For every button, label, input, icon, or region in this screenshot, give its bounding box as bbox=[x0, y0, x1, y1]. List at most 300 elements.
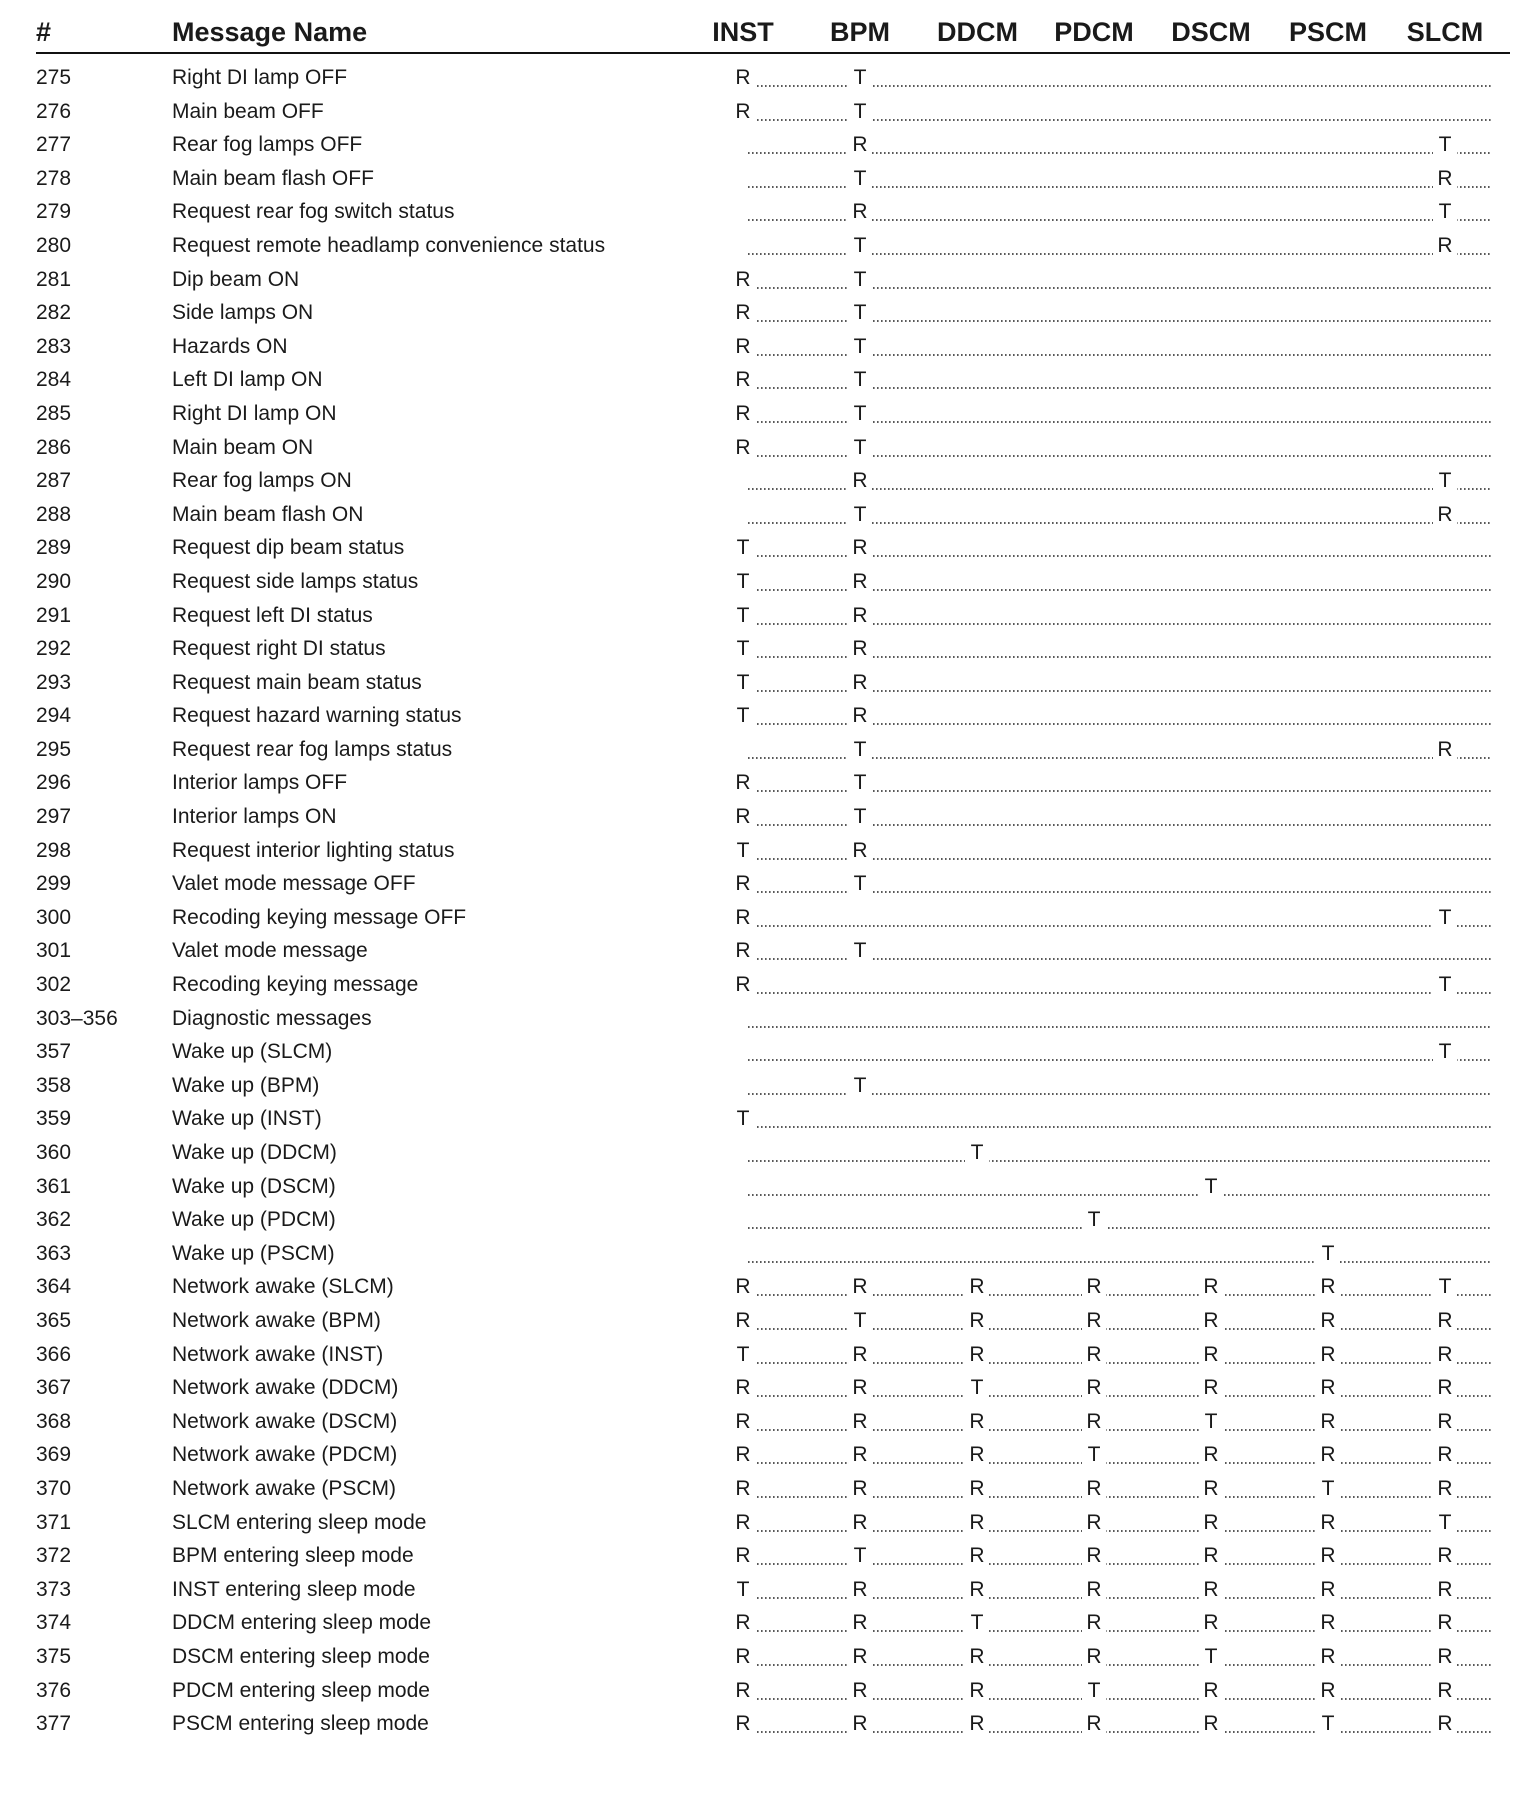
cell-bpm: R bbox=[848, 1443, 872, 1467]
table-row bbox=[36, 530, 1510, 564]
message-number: 278 bbox=[36, 166, 72, 190]
message-number: 276 bbox=[36, 99, 72, 123]
cell-pscm: R bbox=[1316, 1578, 1340, 1602]
cell-bpm: R bbox=[848, 604, 872, 628]
message-name: Wake up (DSCM) bbox=[172, 1174, 336, 1198]
message-name: Interior lamps ON bbox=[172, 805, 337, 829]
cell-ddcm: R bbox=[965, 1578, 989, 1602]
cell-dscm: R bbox=[1199, 1578, 1223, 1602]
table-row bbox=[36, 262, 1510, 296]
cell-ddcm: R bbox=[965, 1275, 989, 1299]
table-row bbox=[36, 1605, 1510, 1639]
table-row bbox=[36, 631, 1510, 665]
table-row bbox=[36, 1303, 1510, 1337]
table-row bbox=[36, 732, 1510, 766]
cell-bpm: T bbox=[848, 301, 872, 325]
cell-slcm: T bbox=[1433, 1511, 1457, 1535]
cell-inst: R bbox=[731, 402, 755, 426]
cell-slcm: R bbox=[1433, 1712, 1457, 1736]
message-name: Request main beam status bbox=[172, 670, 422, 694]
table-row bbox=[36, 967, 1510, 1001]
cell-bpm: R bbox=[848, 704, 872, 728]
table-row bbox=[36, 1538, 1510, 1572]
message-number: 281 bbox=[36, 267, 72, 291]
message-number: 359 bbox=[36, 1107, 72, 1131]
dotted-leader bbox=[36, 933, 1510, 967]
table-row bbox=[36, 228, 1510, 262]
message-name: Valet mode message OFF bbox=[172, 872, 416, 896]
message-table bbox=[36, 60, 1510, 1740]
cell-bpm: T bbox=[848, 1544, 872, 1568]
dotted-leader bbox=[36, 900, 1510, 934]
cell-bpm: R bbox=[848, 671, 872, 695]
message-name: Request rear fog lamps status bbox=[172, 737, 453, 761]
cell-ddcm: R bbox=[965, 1410, 989, 1434]
table-row bbox=[36, 94, 1510, 128]
table-row bbox=[36, 1202, 1510, 1236]
dotted-leader bbox=[36, 1572, 1510, 1606]
cell-bpm: T bbox=[848, 368, 872, 392]
table-row bbox=[36, 329, 1510, 363]
table-row bbox=[36, 1505, 1510, 1539]
cell-dscm: R bbox=[1199, 1679, 1223, 1703]
message-number: 284 bbox=[36, 368, 72, 392]
dotted-leader bbox=[36, 1303, 1510, 1337]
cell-bpm: R bbox=[848, 536, 872, 560]
cell-inst: R bbox=[731, 268, 755, 292]
cell-pscm: R bbox=[1316, 1544, 1340, 1568]
message-name: Hazards ON bbox=[172, 334, 288, 358]
cell-inst: T bbox=[731, 839, 755, 863]
message-number: 372 bbox=[36, 1544, 72, 1568]
cell-pdcm: R bbox=[1082, 1712, 1106, 1736]
message-name: Network awake (SLCM) bbox=[172, 1275, 394, 1299]
cell-ddcm: R bbox=[965, 1645, 989, 1669]
cell-inst: T bbox=[731, 1578, 755, 1602]
cell-inst: R bbox=[731, 1611, 755, 1635]
table-row bbox=[36, 1706, 1510, 1740]
cell-pdcm: T bbox=[1082, 1443, 1106, 1467]
dotted-leader bbox=[36, 161, 1510, 195]
message-number: 366 bbox=[36, 1342, 72, 1366]
cell-dscm: R bbox=[1199, 1443, 1223, 1467]
table-row bbox=[36, 362, 1510, 396]
dotted-leader bbox=[36, 295, 1510, 329]
cell-ddcm: R bbox=[965, 1309, 989, 1333]
table-row bbox=[36, 665, 1510, 699]
message-number: 376 bbox=[36, 1678, 72, 1702]
table-row bbox=[36, 1572, 1510, 1606]
dotted-leader bbox=[36, 1505, 1510, 1539]
cell-inst: R bbox=[731, 1679, 755, 1703]
cell-pscm: R bbox=[1316, 1645, 1340, 1669]
table-row bbox=[36, 1639, 1510, 1673]
dotted-leader bbox=[36, 1068, 1510, 1102]
cell-slcm: R bbox=[1433, 1410, 1457, 1434]
cell-ddcm: R bbox=[965, 1343, 989, 1367]
message-name: PDCM entering sleep mode bbox=[172, 1678, 430, 1702]
cell-slcm: R bbox=[1433, 1309, 1457, 1333]
cell-pscm: R bbox=[1316, 1511, 1340, 1535]
message-number: 361 bbox=[36, 1174, 72, 1198]
dotted-leader bbox=[36, 1034, 1510, 1068]
cell-bpm: T bbox=[848, 268, 872, 292]
message-number: 300 bbox=[36, 905, 72, 929]
cell-slcm: R bbox=[1433, 167, 1457, 191]
message-name: Network awake (PDCM) bbox=[172, 1443, 398, 1467]
cell-inst: R bbox=[731, 1376, 755, 1400]
table-row bbox=[36, 430, 1510, 464]
message-name: Interior lamps OFF bbox=[172, 771, 348, 795]
cell-slcm: R bbox=[1433, 1443, 1457, 1467]
cell-bpm: R bbox=[848, 1376, 872, 1400]
dotted-leader bbox=[36, 1101, 1510, 1135]
cell-pdcm: R bbox=[1082, 1343, 1106, 1367]
message-name: Wake up (PDCM) bbox=[172, 1208, 336, 1232]
table-row bbox=[36, 295, 1510, 329]
cell-slcm: R bbox=[1433, 1611, 1457, 1635]
dotted-leader bbox=[36, 1471, 1510, 1505]
cell-inst: R bbox=[731, 1443, 755, 1467]
table-row bbox=[36, 900, 1510, 934]
table-row bbox=[36, 1673, 1510, 1707]
message-name: Wake up (INST) bbox=[172, 1107, 322, 1131]
message-number: 291 bbox=[36, 603, 72, 627]
message-number: 280 bbox=[36, 233, 72, 257]
dotted-leader bbox=[36, 866, 1510, 900]
cell-inst: R bbox=[731, 66, 755, 90]
cell-slcm: R bbox=[1433, 738, 1457, 762]
cell-dscm: R bbox=[1199, 1511, 1223, 1535]
header-col-inst: INST bbox=[712, 17, 774, 47]
cell-slcm: R bbox=[1433, 503, 1457, 527]
message-name: Side lamps ON bbox=[172, 301, 314, 325]
table-row bbox=[36, 1101, 1510, 1135]
cell-slcm: T bbox=[1433, 200, 1457, 224]
message-number: 364 bbox=[36, 1275, 72, 1299]
dotted-leader bbox=[36, 799, 1510, 833]
message-number: 288 bbox=[36, 502, 72, 526]
cell-pscm: R bbox=[1316, 1611, 1340, 1635]
cell-bpm: T bbox=[848, 167, 872, 191]
dotted-leader bbox=[36, 1706, 1510, 1740]
header-col-pscm: PSCM bbox=[1288, 17, 1367, 47]
cell-bpm: T bbox=[848, 805, 872, 829]
cell-bpm: R bbox=[848, 1611, 872, 1635]
cell-bpm: R bbox=[848, 1645, 872, 1669]
cell-bpm: T bbox=[848, 1074, 872, 1098]
header-col-slcm: SLCM bbox=[1406, 17, 1484, 47]
cell-dscm: R bbox=[1199, 1343, 1223, 1367]
cell-pscm: R bbox=[1316, 1343, 1340, 1367]
message-name: Request dip beam status bbox=[172, 536, 405, 560]
table-row bbox=[36, 1337, 1510, 1371]
message-number: 371 bbox=[36, 1510, 72, 1534]
table-row bbox=[36, 60, 1510, 94]
message-number: 302 bbox=[36, 973, 72, 997]
cell-inst: T bbox=[731, 536, 755, 560]
message-number: 289 bbox=[36, 536, 72, 560]
cell-bpm: T bbox=[848, 402, 872, 426]
message-name: Network awake (PSCM) bbox=[172, 1476, 397, 1500]
cell-slcm: R bbox=[1433, 234, 1457, 258]
message-number: 357 bbox=[36, 1040, 72, 1064]
cell-bpm: R bbox=[848, 1511, 872, 1535]
cell-slcm: R bbox=[1433, 1343, 1457, 1367]
cell-inst: T bbox=[731, 1107, 755, 1131]
message-number: 282 bbox=[36, 301, 72, 325]
message-name: Rear fog lamps ON bbox=[172, 469, 352, 493]
header-col-bpm: BPM bbox=[830, 17, 890, 47]
cell-pscm: R bbox=[1316, 1443, 1340, 1467]
cell-ddcm: T bbox=[965, 1376, 989, 1400]
cell-pscm: R bbox=[1316, 1679, 1340, 1703]
cell-bpm: R bbox=[848, 133, 872, 157]
dotted-leader bbox=[36, 1169, 1510, 1203]
cell-bpm: R bbox=[848, 1343, 872, 1367]
dotted-leader bbox=[36, 967, 1510, 1001]
message-number: 362 bbox=[36, 1208, 72, 1232]
cell-bpm: R bbox=[848, 839, 872, 863]
message-number: 358 bbox=[36, 1073, 72, 1097]
dotted-leader bbox=[36, 1202, 1510, 1236]
table-row bbox=[36, 564, 1510, 598]
message-number: 296 bbox=[36, 771, 72, 795]
table-row bbox=[36, 1437, 1510, 1471]
message-number: 295 bbox=[36, 737, 72, 761]
cell-inst: R bbox=[731, 100, 755, 124]
message-name: Request interior lighting status bbox=[172, 838, 455, 862]
cell-ddcm: T bbox=[965, 1611, 989, 1635]
message-name: Main beam ON bbox=[172, 435, 314, 459]
message-number: 283 bbox=[36, 334, 72, 358]
message-name: Request rear fog switch status bbox=[172, 200, 455, 224]
cell-bpm: R bbox=[848, 200, 872, 224]
cell-slcm: T bbox=[1433, 469, 1457, 493]
message-name: Main beam flash OFF bbox=[172, 166, 374, 190]
message-name: Recoding keying message bbox=[172, 973, 419, 997]
cell-inst: T bbox=[731, 637, 755, 661]
table-row bbox=[36, 833, 1510, 867]
cell-dscm: T bbox=[1199, 1410, 1223, 1434]
dotted-leader bbox=[36, 1236, 1510, 1270]
cell-dscm: R bbox=[1199, 1544, 1223, 1568]
cell-inst: R bbox=[731, 1410, 755, 1434]
message-name: INST entering sleep mode bbox=[172, 1577, 416, 1601]
table-row bbox=[36, 497, 1510, 531]
cell-ddcm: R bbox=[965, 1511, 989, 1535]
dotted-leader bbox=[36, 631, 1510, 665]
message-name: BPM entering sleep mode bbox=[172, 1544, 414, 1568]
message-number: 375 bbox=[36, 1644, 72, 1668]
cell-bpm: T bbox=[848, 738, 872, 762]
message-name: Right DI lamp ON bbox=[172, 401, 337, 425]
message-name: Wake up (BPM) bbox=[172, 1073, 320, 1097]
cell-bpm: T bbox=[848, 872, 872, 896]
cell-dscm: R bbox=[1199, 1611, 1223, 1635]
cell-inst: T bbox=[731, 570, 755, 594]
header-col-pdcm: PDCM bbox=[1054, 17, 1134, 47]
cell-pscm: T bbox=[1316, 1242, 1340, 1266]
dotted-leader bbox=[36, 765, 1510, 799]
message-name: Wake up (PSCM) bbox=[172, 1241, 335, 1265]
message-number: 292 bbox=[36, 637, 72, 661]
table-row bbox=[36, 866, 1510, 900]
message-name: Request remote headlamp convenience status bbox=[172, 233, 606, 257]
message-number: 363 bbox=[36, 1241, 72, 1265]
cell-slcm: T bbox=[1433, 906, 1457, 930]
cell-inst: R bbox=[731, 301, 755, 325]
message-name: Network awake (INST) bbox=[172, 1342, 384, 1366]
message-name: Request hazard warning status bbox=[172, 704, 462, 728]
cell-inst: R bbox=[731, 771, 755, 795]
message-number: 365 bbox=[36, 1308, 72, 1332]
cell-pdcm: R bbox=[1082, 1410, 1106, 1434]
dotted-leader bbox=[36, 1404, 1510, 1438]
cell-pdcm: R bbox=[1082, 1544, 1106, 1568]
table-row bbox=[36, 1370, 1510, 1404]
cell-inst: R bbox=[731, 1275, 755, 1299]
cell-inst: R bbox=[731, 1309, 755, 1333]
message-number: 293 bbox=[36, 670, 72, 694]
message-name: Network awake (DSCM) bbox=[172, 1409, 398, 1433]
table-row bbox=[36, 765, 1510, 799]
cell-bpm: R bbox=[848, 1712, 872, 1736]
header-name: Message Name bbox=[172, 17, 368, 47]
cell-inst: R bbox=[731, 1544, 755, 1568]
table-row bbox=[36, 1404, 1510, 1438]
message-name: SLCM entering sleep mode bbox=[172, 1510, 427, 1534]
cell-inst: R bbox=[731, 1712, 755, 1736]
dotted-leader bbox=[36, 598, 1510, 632]
cell-pdcm: T bbox=[1082, 1679, 1106, 1703]
table-row bbox=[36, 463, 1510, 497]
dotted-leader bbox=[36, 194, 1510, 228]
cell-inst: T bbox=[731, 671, 755, 695]
message-number: 373 bbox=[36, 1577, 72, 1601]
message-name: DSCM entering sleep mode bbox=[172, 1644, 430, 1668]
dotted-leader bbox=[36, 362, 1510, 396]
cell-slcm: R bbox=[1433, 1477, 1457, 1501]
cell-bpm: T bbox=[848, 100, 872, 124]
table-row bbox=[36, 1471, 1510, 1505]
cell-pscm: R bbox=[1316, 1410, 1340, 1434]
cell-inst: R bbox=[731, 1511, 755, 1535]
message-number: 298 bbox=[36, 838, 72, 862]
message-number: 290 bbox=[36, 569, 72, 593]
message-name: Network awake (BPM) bbox=[172, 1308, 381, 1332]
dotted-leader bbox=[36, 1538, 1510, 1572]
table-row bbox=[36, 799, 1510, 833]
table-row bbox=[36, 1068, 1510, 1102]
cell-dscm: R bbox=[1199, 1309, 1223, 1333]
dotted-leader bbox=[36, 1605, 1510, 1639]
dotted-leader bbox=[36, 262, 1510, 296]
dotted-leader bbox=[36, 396, 1510, 430]
cell-pdcm: T bbox=[1082, 1208, 1106, 1232]
cell-inst: R bbox=[731, 1645, 755, 1669]
cell-slcm: T bbox=[1433, 1040, 1457, 1064]
message-name: Wake up (SLCM) bbox=[172, 1040, 333, 1064]
message-number: 279 bbox=[36, 200, 72, 224]
message-number: 286 bbox=[36, 435, 72, 459]
message-number: 367 bbox=[36, 1376, 72, 1400]
cell-ddcm: R bbox=[965, 1544, 989, 1568]
message-name: Main beam OFF bbox=[172, 99, 324, 123]
message-number: 377 bbox=[36, 1712, 72, 1736]
cell-pdcm: R bbox=[1082, 1645, 1106, 1669]
message-number: 360 bbox=[36, 1141, 72, 1164]
dotted-leader bbox=[36, 1370, 1510, 1404]
dotted-leader bbox=[36, 1135, 1510, 1169]
table-row bbox=[36, 1236, 1510, 1270]
message-name: Request left DI status bbox=[172, 603, 373, 627]
dotted-leader bbox=[36, 698, 1510, 732]
table-row bbox=[36, 933, 1510, 967]
cell-pdcm: R bbox=[1082, 1376, 1106, 1400]
message-number: 370 bbox=[36, 1476, 72, 1500]
cell-inst: T bbox=[731, 604, 755, 628]
cell-bpm: R bbox=[848, 1410, 872, 1434]
message-name: Network awake (DDCM) bbox=[172, 1376, 399, 1400]
dotted-leader bbox=[36, 1673, 1510, 1707]
message-name: DDCM entering sleep mode bbox=[172, 1611, 432, 1635]
table-header bbox=[36, 12, 1510, 54]
cell-bpm: T bbox=[848, 1309, 872, 1333]
dotted-leader bbox=[36, 430, 1510, 464]
message-name: PSCM entering sleep mode bbox=[172, 1712, 429, 1736]
dotted-leader bbox=[36, 463, 1510, 497]
dotted-leader bbox=[36, 329, 1510, 363]
cell-bpm: R bbox=[848, 1477, 872, 1501]
message-number: 299 bbox=[36, 872, 72, 896]
dotted-leader bbox=[36, 833, 1510, 867]
dotted-leader bbox=[36, 127, 1510, 161]
dotted-leader bbox=[36, 1437, 1510, 1471]
cell-dscm: T bbox=[1199, 1175, 1223, 1199]
message-number: 285 bbox=[36, 401, 72, 425]
cell-inst: R bbox=[731, 335, 755, 359]
cell-ddcm: R bbox=[965, 1679, 989, 1703]
cell-bpm: T bbox=[848, 771, 872, 795]
table-row bbox=[36, 127, 1510, 161]
cell-slcm: T bbox=[1433, 1275, 1457, 1299]
cell-pscm: R bbox=[1316, 1309, 1340, 1333]
message-name: Left DI lamp ON bbox=[172, 368, 323, 392]
cell-slcm: R bbox=[1433, 1679, 1457, 1703]
message-name: Right DI lamp OFF bbox=[172, 66, 348, 89]
cell-pdcm: R bbox=[1082, 1511, 1106, 1535]
cell-pscm: T bbox=[1316, 1477, 1340, 1501]
dotted-leader bbox=[36, 1337, 1510, 1371]
cell-pdcm: R bbox=[1082, 1578, 1106, 1602]
header-col-ddcm: DDCM bbox=[937, 17, 1018, 47]
cell-dscm: R bbox=[1199, 1275, 1223, 1299]
header-num: # bbox=[36, 17, 52, 47]
header-col-dscm: DSCM bbox=[1171, 17, 1251, 47]
message-name: Request right DI status bbox=[172, 637, 386, 661]
message-number: 275 bbox=[36, 66, 72, 89]
cell-dscm: R bbox=[1199, 1477, 1223, 1501]
cell-bpm: T bbox=[848, 939, 872, 963]
message-number: 297 bbox=[36, 805, 72, 829]
dotted-leader bbox=[36, 1001, 1510, 1035]
dotted-leader bbox=[36, 228, 1510, 262]
message-number: 287 bbox=[36, 469, 72, 493]
table-row bbox=[36, 161, 1510, 195]
cell-pdcm: R bbox=[1082, 1309, 1106, 1333]
cell-inst: R bbox=[731, 436, 755, 460]
